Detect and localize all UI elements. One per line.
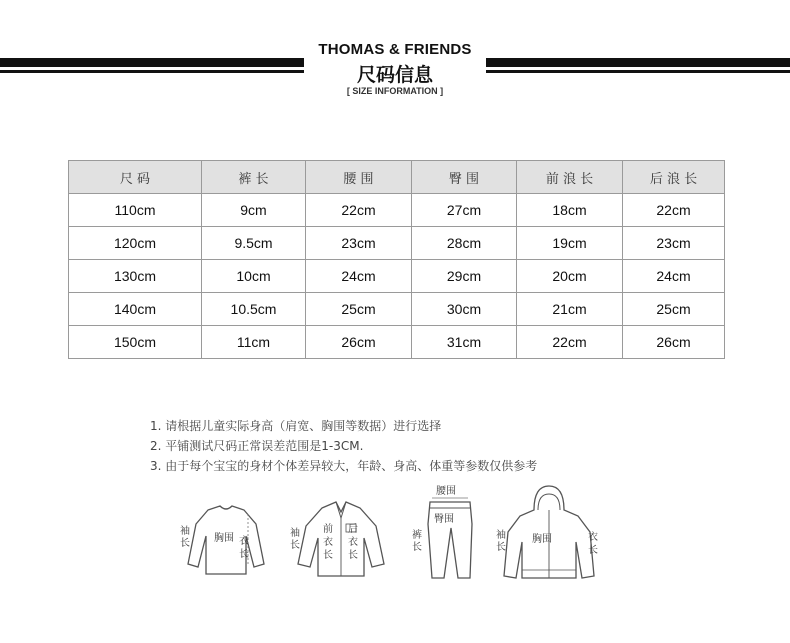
table-cell: 31cm (412, 326, 517, 359)
table-cell: 20cm (517, 260, 623, 293)
page-title: 尺码信息 (356, 64, 433, 86)
table-cell: 23cm (306, 227, 412, 260)
table-cell: 25cm (306, 293, 412, 326)
table-cell: 27cm (412, 194, 517, 227)
pants-length-label-a: 裤 (412, 530, 422, 541)
table-cell: 24cm (623, 260, 725, 293)
jacket-chest-label: 胸围 (532, 534, 552, 545)
table-cell: 10.5cm (202, 293, 306, 326)
table-row (69, 326, 725, 359)
table-row (69, 293, 725, 326)
jacket-measure-diagram (494, 484, 604, 584)
table-cell: 30cm (412, 293, 517, 326)
note-item: 1. 请根据儿童实际身高（肩宽、胸围等数据）进行选择 (150, 419, 442, 433)
column-header-pants-length: 裤 长 (202, 161, 306, 194)
table-cell: 18cm (517, 194, 623, 227)
polo-measure-diagram (286, 484, 396, 584)
table-cell: 150cm (69, 326, 202, 359)
jacket-sleeve-label-b: 长 (496, 542, 506, 553)
shirt-length-label-a: 衣 (239, 536, 249, 547)
table-cell: 22cm (306, 194, 412, 227)
table-cell: 25cm (623, 293, 725, 326)
jacket-length-label-a: 衣 (588, 532, 598, 543)
size-table (68, 160, 725, 359)
polo-back-label-a: 后 (348, 524, 358, 535)
column-header-front-rise: 前 浪 长 (517, 161, 623, 194)
polo-front-label-a: 前 (323, 524, 333, 535)
column-header-back-rise: 后 浪 长 (623, 161, 725, 194)
table-cell: 26cm (306, 326, 412, 359)
table-cell: 110cm (69, 194, 202, 227)
note-item: 3. 由于每个宝宝的身材个体差异较大，年龄、身高、体重等参数仅供参考 (150, 459, 538, 473)
polo-back-label-c: 长 (348, 550, 358, 561)
table-row (69, 194, 725, 227)
table-cell: 23cm (623, 227, 725, 260)
size-notes (150, 416, 537, 476)
table-row (69, 260, 725, 293)
shirt-sleeve-label-a: 袖 (180, 526, 190, 537)
table-cell: 10cm (202, 260, 306, 293)
header-band-right (486, 58, 790, 76)
pants-measure-diagram (408, 484, 488, 584)
table-cell: 120cm (69, 227, 202, 260)
shirt-chest-label: 胸围 (214, 533, 234, 544)
shirt-length-label-b: 长 (239, 549, 249, 560)
table-cell: 11cm (202, 326, 306, 359)
table-cell: 9cm (202, 194, 306, 227)
table-cell: 22cm (517, 326, 623, 359)
table-cell: 130cm (69, 260, 202, 293)
polo-front-label-b: 衣 (323, 537, 333, 548)
table-cell: 22cm (623, 194, 725, 227)
table-cell: 29cm (412, 260, 517, 293)
jacket-sleeve-label-a: 袖 (496, 530, 506, 541)
brand-name: THOMAS & FRIENDS (318, 41, 472, 58)
column-header-waist: 腰 围 (306, 161, 412, 194)
pants-length-label-b: 长 (412, 542, 422, 553)
shirt-measure-diagram (176, 484, 276, 584)
jacket-length-label-b: 长 (588, 545, 598, 556)
table-header-row (69, 161, 725, 194)
polo-sleeve-label-b: 长 (290, 540, 300, 551)
note-item: 2. 平铺测试尺码正常误差范围是1-3CM. (150, 439, 364, 453)
header-band-left (0, 58, 304, 76)
table-cell: 9.5cm (202, 227, 306, 260)
column-header-hip: 臀 围 (412, 161, 517, 194)
polo-back-label-b: 衣 (348, 537, 358, 548)
table-cell: 19cm (517, 227, 623, 260)
polo-front-label-c: 长 (323, 550, 333, 561)
pants-hip-label: 臀围 (434, 514, 454, 525)
column-header-size: 尺 码 (69, 161, 202, 194)
table-cell: 26cm (623, 326, 725, 359)
pants-waist-label: 腰围 (436, 486, 456, 497)
shirt-sleeve-label-b: 长 (180, 538, 190, 549)
table-row (69, 227, 725, 260)
table-cell: 24cm (306, 260, 412, 293)
table-cell: 21cm (517, 293, 623, 326)
table-cell: 28cm (412, 227, 517, 260)
table-cell: 140cm (69, 293, 202, 326)
page-subtitle: [ SIZE INFORMATION ] (346, 86, 444, 96)
polo-sleeve-label-a: 袖 (290, 528, 300, 539)
